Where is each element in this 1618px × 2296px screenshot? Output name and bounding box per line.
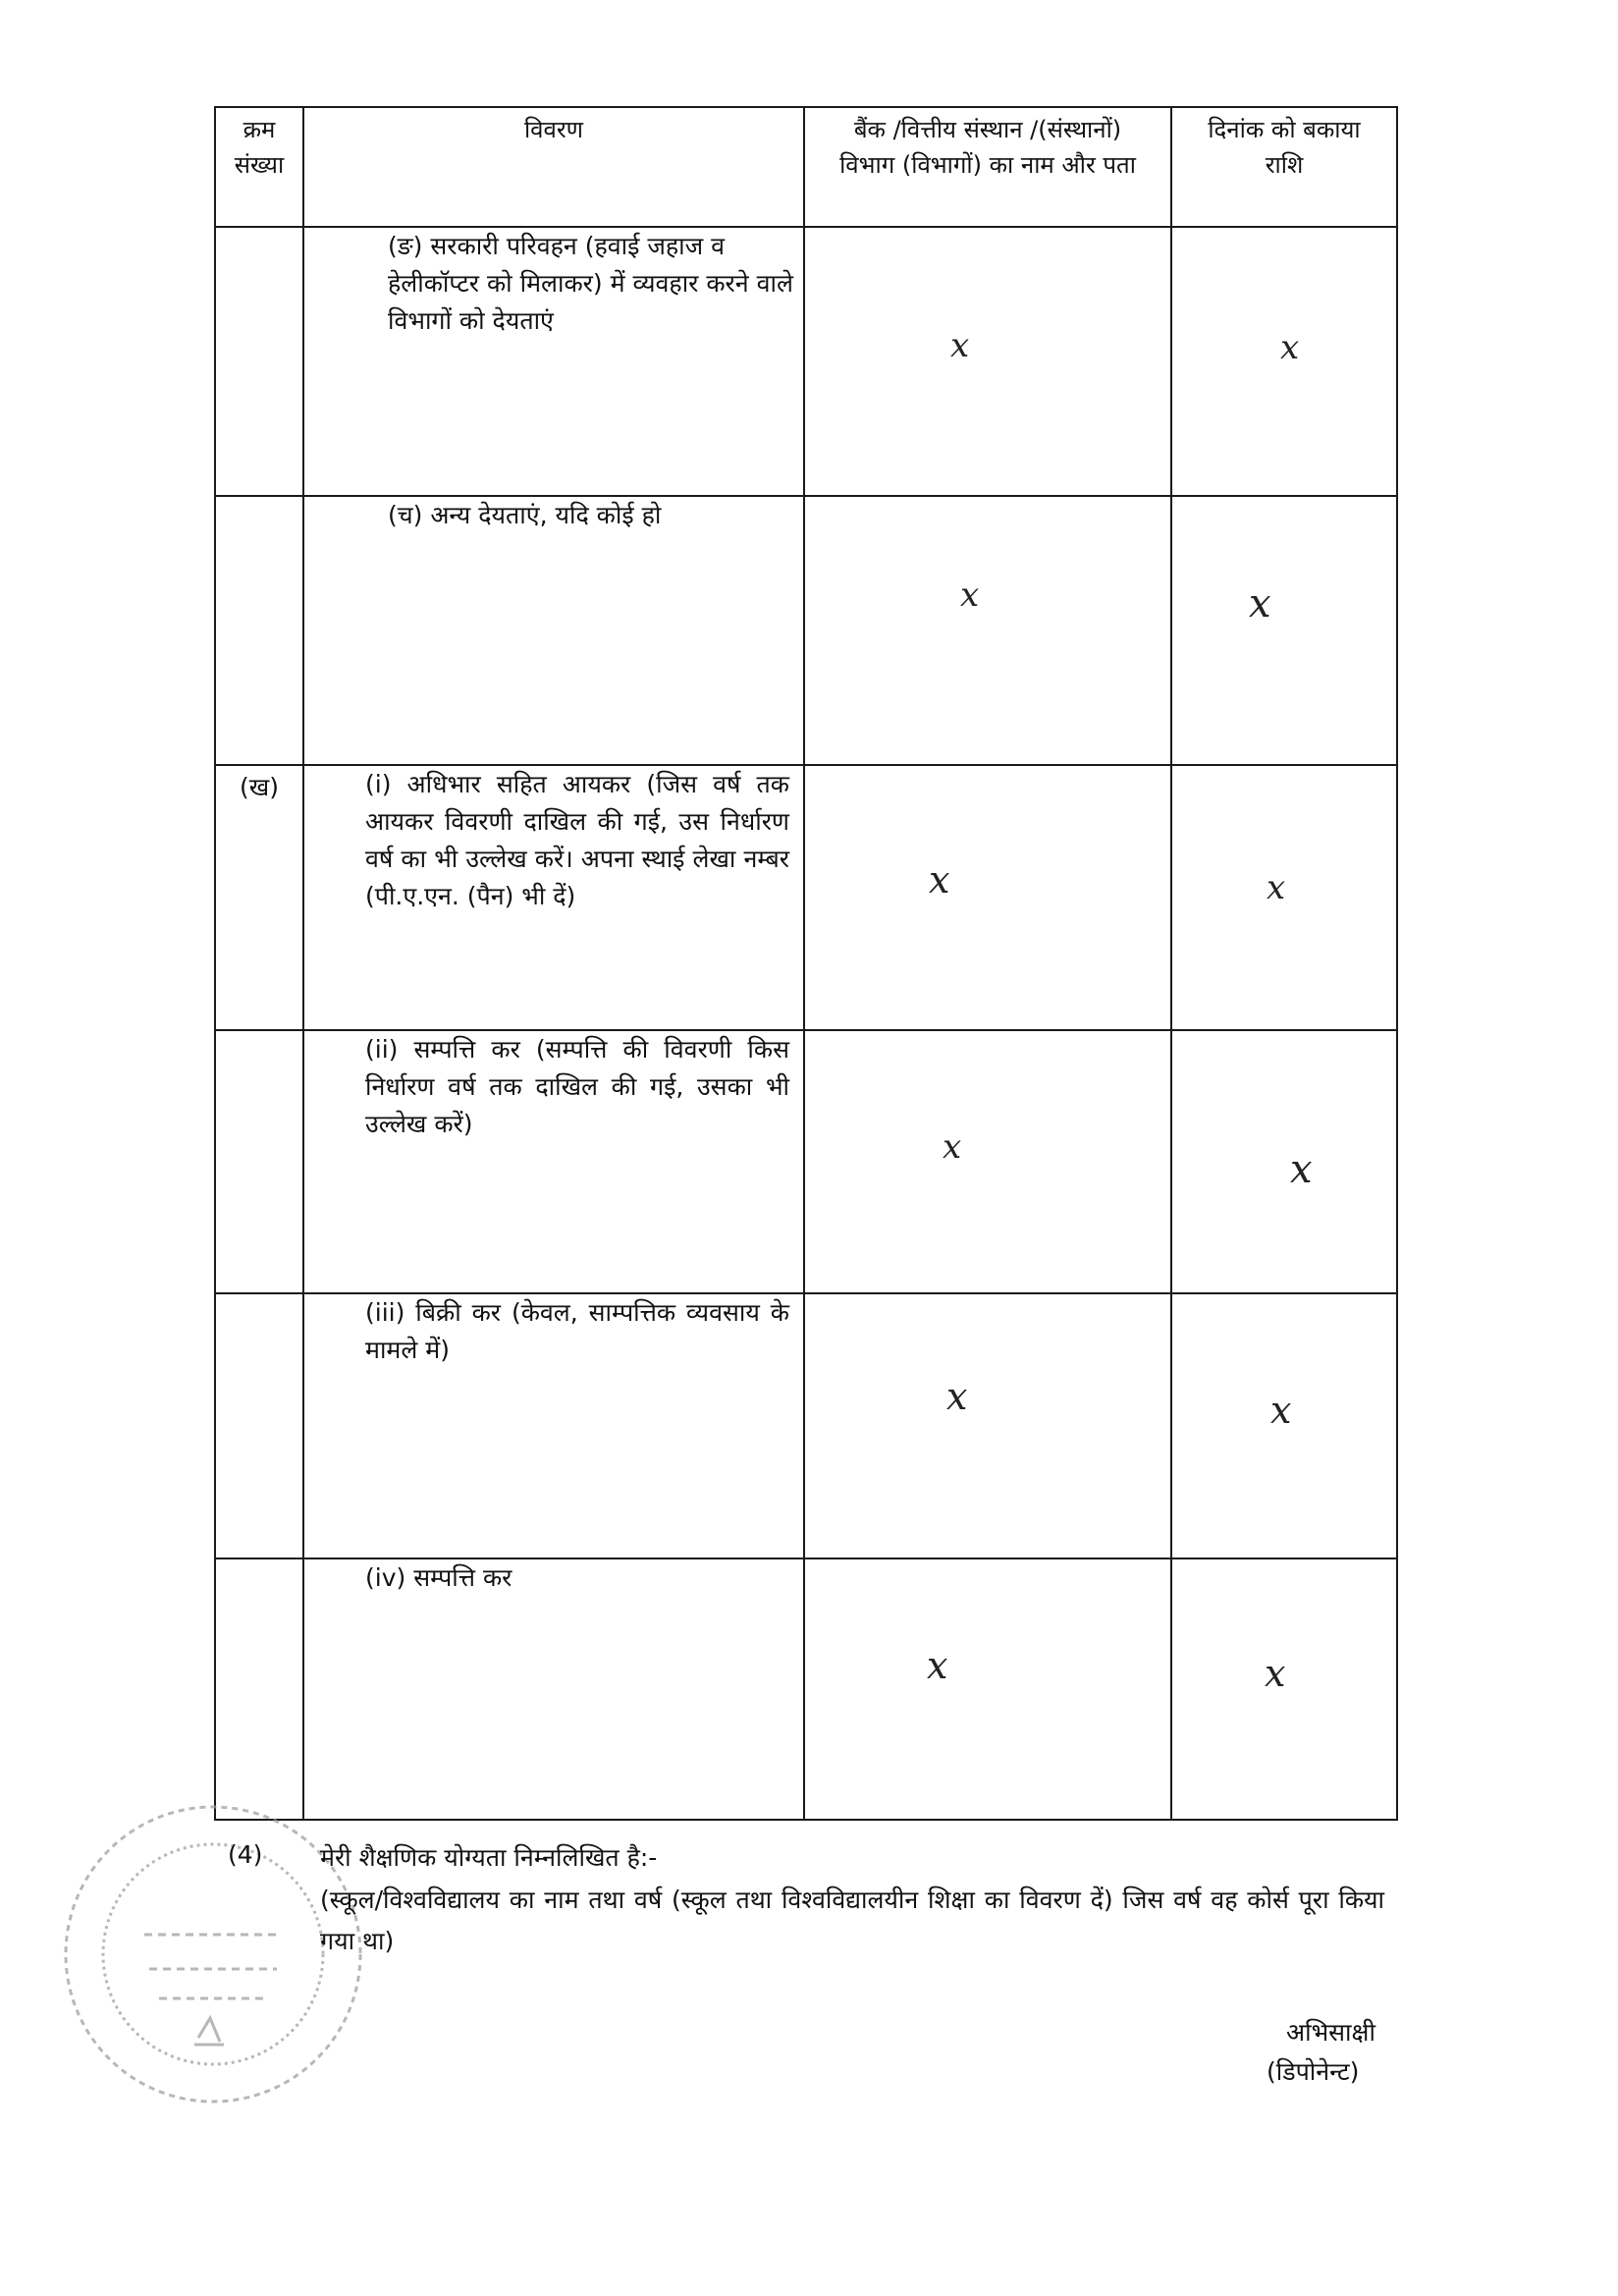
row-serial: (ख) — [215, 765, 303, 1030]
row-institution — [804, 1558, 1171, 1820]
cross-mark-icon: x — [946, 1375, 968, 1418]
section-number: (4) — [228, 1840, 263, 1869]
cross-mark-icon: x — [943, 1127, 962, 1167]
section-body: (स्कूल/विश्वविद्यालय का नाम तथा वर्ष (स्कूल तथा विश्वविद्यालयीन शिक्षा का विवरण दें) जिस वर्ष वह कोर्स पूरा किया गया था) — [320, 1886, 1384, 1955]
cross-mark-icon: x — [1280, 328, 1300, 367]
table-row — [215, 1558, 1397, 1820]
row-serial — [215, 1293, 303, 1558]
row-institution — [804, 765, 1171, 1030]
table-row — [215, 765, 1397, 1030]
header-amount: दिनांक को बकाया राशि — [1171, 107, 1397, 227]
liabilities-table — [214, 106, 1398, 1821]
row-serial — [215, 1558, 303, 1820]
header-institution: बैंक /वित्तीय संस्थान /(संस्थानों) विभाग (विभागों) का नाम और पता — [804, 107, 1171, 227]
cross-mark-icon: x — [927, 1644, 948, 1687]
cross-mark-icon: x — [950, 326, 970, 365]
cross-mark-icon: x — [929, 858, 950, 902]
row-details: (च) अन्य देयताएं, यदि कोई हो — [303, 496, 804, 765]
cross-mark-icon: x — [1265, 1652, 1286, 1695]
table-row — [215, 227, 1397, 496]
table-row — [215, 1030, 1397, 1293]
row-serial — [215, 227, 303, 496]
cross-mark-icon: x — [1249, 581, 1271, 627]
row-amount — [1171, 227, 1397, 496]
row-institution — [804, 1293, 1171, 1558]
header-serial: क्रम संख्या — [215, 107, 303, 227]
deponent-label: अभिसाक्षी — [1286, 2018, 1375, 2047]
row-amount — [1171, 496, 1397, 765]
row-details: (iii) बिक्री कर (केवल, साम्पत्तिक व्यवसाय के मामले में) — [303, 1293, 804, 1558]
row-amount — [1171, 1030, 1397, 1293]
row-details: (i) अधिभार सहित आयकर (जिस वर्ष तक आयकर विवरणी दाखिल की गई, उस निर्धारण वर्ष का भी उल्लेख करें। अपना स्थाई लेखा नम्बर (पी.ए.एन. (पैन) भी दें) — [303, 765, 804, 1030]
row-details: (ii) सम्पत्ति कर (सम्पत्ति की विवरणी किस निर्धारण वर्ष तक दाखिल की गई, उसका भी उल्लेख करें) — [303, 1030, 804, 1293]
row-institution — [804, 1030, 1171, 1293]
header-details: विवरण — [303, 107, 804, 227]
row-details: (iv) सम्पत्ति कर — [303, 1558, 804, 1820]
section-heading: मेरी शैक्षणिक योग्यता निम्नलिखित है:- — [320, 1843, 658, 1872]
row-institution — [804, 227, 1171, 496]
row-details: (ङ) सरकारी परिवहन (हवाई जहाज व हेलीकॉप्टर को मिलाकर) में व्यवहार करने वाले विभागों को देयताएं — [303, 227, 804, 496]
cross-mark-icon: x — [1267, 868, 1286, 907]
table-header-row — [215, 107, 1397, 227]
row-amount — [1171, 1558, 1397, 1820]
row-amount — [1171, 1293, 1397, 1558]
cross-mark-icon: x — [1290, 1147, 1313, 1192]
table-row — [215, 496, 1397, 765]
row-serial — [215, 496, 303, 765]
row-amount — [1171, 765, 1397, 1030]
cross-mark-icon: x — [1270, 1389, 1292, 1432]
table-row — [215, 1293, 1397, 1558]
deponent-label-english: (डिपोनेन्ट) — [1267, 2057, 1360, 2086]
cross-mark-icon: x — [960, 575, 980, 615]
row-serial — [215, 1030, 303, 1293]
row-institution — [804, 496, 1171, 765]
